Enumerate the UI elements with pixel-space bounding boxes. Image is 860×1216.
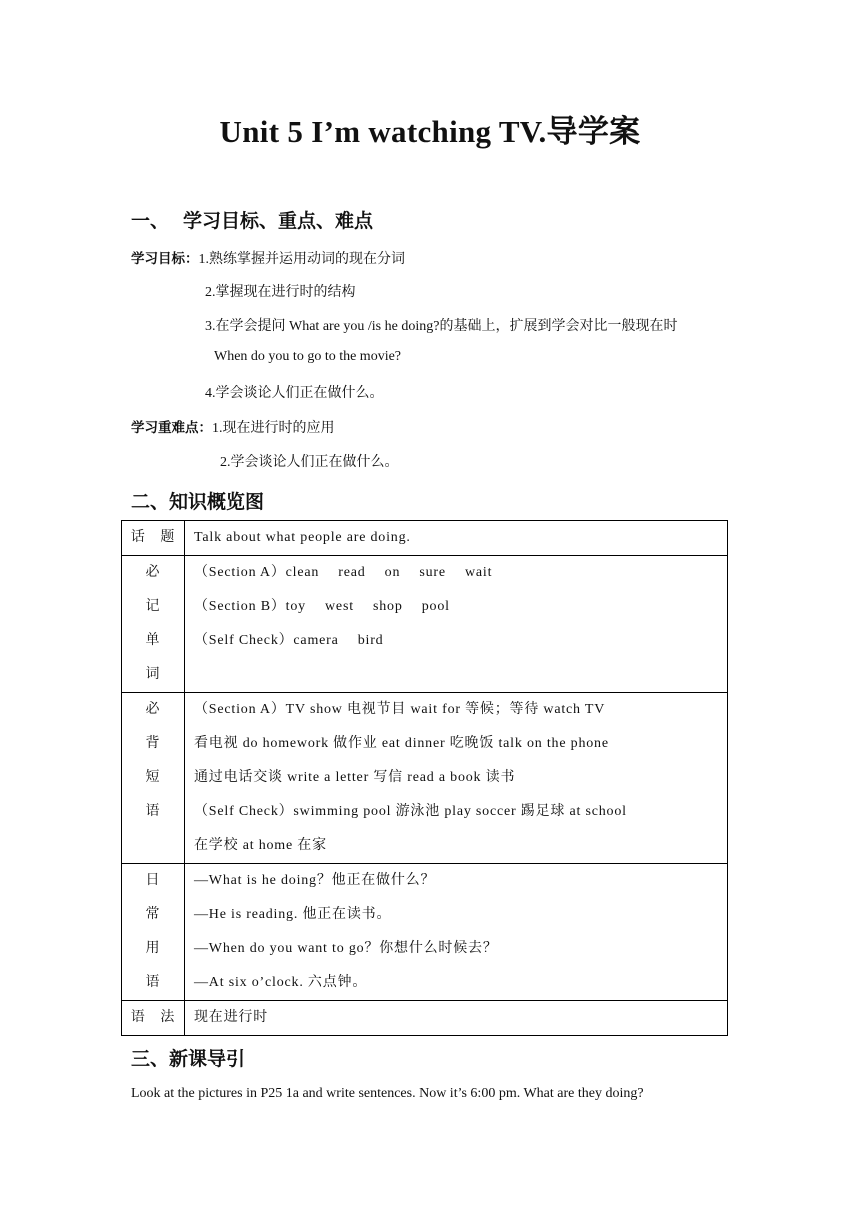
phrases-header-char: 背 xyxy=(145,736,161,751)
table-row-phrases xyxy=(122,693,728,864)
words-header xyxy=(122,556,185,693)
goal-item: When do you to go to the movie? xyxy=(214,349,402,364)
goal-item: 1.熟练掌握并运用动词的现在分词 xyxy=(198,252,405,267)
phrases-header-char: 短 xyxy=(145,770,161,785)
topic-header-text: 话 题 xyxy=(130,530,176,545)
grammar-text: 现在进行时 xyxy=(194,1010,268,1025)
daily-header-char: 日 xyxy=(145,873,161,888)
key-item: 2.学会谈论人们正在做什么。 xyxy=(220,455,399,470)
section-1-heading xyxy=(131,206,373,233)
daily-cell xyxy=(185,864,728,1001)
daily-line: —At six o’clock. 六点钟。 xyxy=(194,975,368,990)
daily-header xyxy=(122,864,185,1001)
daily-header-char: 常 xyxy=(145,907,161,922)
key-item: 1.现在进行时的应用 xyxy=(212,421,335,436)
topic-text: Talk about what people are doing. xyxy=(194,530,411,545)
daily-line: —He is reading. 他正在读书。 xyxy=(194,907,392,922)
daily-header-char: 用 xyxy=(145,941,161,956)
key-line-1 xyxy=(131,416,335,437)
phrases-line: 看电视 do homework 做作业 eat dinner 吃晚饭 talk on the phone xyxy=(194,736,609,751)
words-header-char: 记 xyxy=(145,599,161,614)
phrases-header-char: 必 xyxy=(145,702,161,717)
words-header-char: 词 xyxy=(145,667,161,682)
phrases-header-char: 语 xyxy=(145,804,161,819)
goal-item: 4.学会谈论人们正在做什么。 xyxy=(205,386,384,401)
phrases-line: （Section A）TV show 电视节目 wait for 等候；等待 watch TV xyxy=(194,702,606,717)
phrases-line: （Self Check）swimming pool 游泳池 play soccer 踢足球 at school xyxy=(194,804,627,819)
table-row-words xyxy=(122,556,728,693)
section-2-heading: 二、知识概览图 xyxy=(131,491,265,513)
section-1-title: 学习目标、重点、难点 xyxy=(183,210,374,232)
grammar-cell xyxy=(185,1001,728,1036)
grammar-header xyxy=(122,1001,185,1036)
goal-item: 2.掌握现在进行时的结构 xyxy=(205,285,356,300)
table-row-grammar xyxy=(122,1001,728,1036)
section-3-text: Look at the pictures in P25 1a and write sentences. Now it’s 6:00 pm. What are they doing? xyxy=(131,1086,644,1101)
words-header-char: 单 xyxy=(145,633,161,648)
goals-label: 学习目标： xyxy=(131,251,199,267)
table-row-daily xyxy=(122,864,728,1001)
words-header-char: 必 xyxy=(145,565,161,580)
topic-header xyxy=(122,521,185,556)
phrases-cell xyxy=(185,693,728,864)
goal-line-1 xyxy=(131,247,405,268)
daily-line: —When do you want to go？你想什么时候去？ xyxy=(194,941,498,956)
words-line: （Section A）clean read on sure wait xyxy=(194,565,493,580)
topic-cell xyxy=(185,521,728,556)
section-1-number: 一、 xyxy=(131,210,170,232)
daily-line: —What is he doing？他正在做什么？ xyxy=(194,873,436,888)
daily-header-char: 语 xyxy=(145,975,161,990)
words-line: （Section B）toy west shop pool xyxy=(194,599,450,614)
phrases-line: 在学校 at home 在家 xyxy=(194,838,327,853)
phrases-line: 通过电话交谈 write a letter 写信 read a book 读书 xyxy=(194,770,516,785)
words-cell xyxy=(185,556,728,693)
goal-item: 3.在学会提问 What are you /is he doing?的基础上，扩展到学会对比一般现在时 xyxy=(205,319,678,334)
phrases-header xyxy=(122,693,185,864)
key-label: 学习重难点： xyxy=(131,420,212,436)
grammar-header-text: 语 法 xyxy=(130,1010,176,1025)
section-3-heading: 三、新课导引 xyxy=(131,1048,246,1070)
page-title: Unit 5 I’m watching TV.导学案 xyxy=(219,114,641,149)
table-row-topic xyxy=(122,521,728,556)
overview-table xyxy=(121,520,728,1036)
words-line: （Self Check）camera bird xyxy=(194,633,384,648)
